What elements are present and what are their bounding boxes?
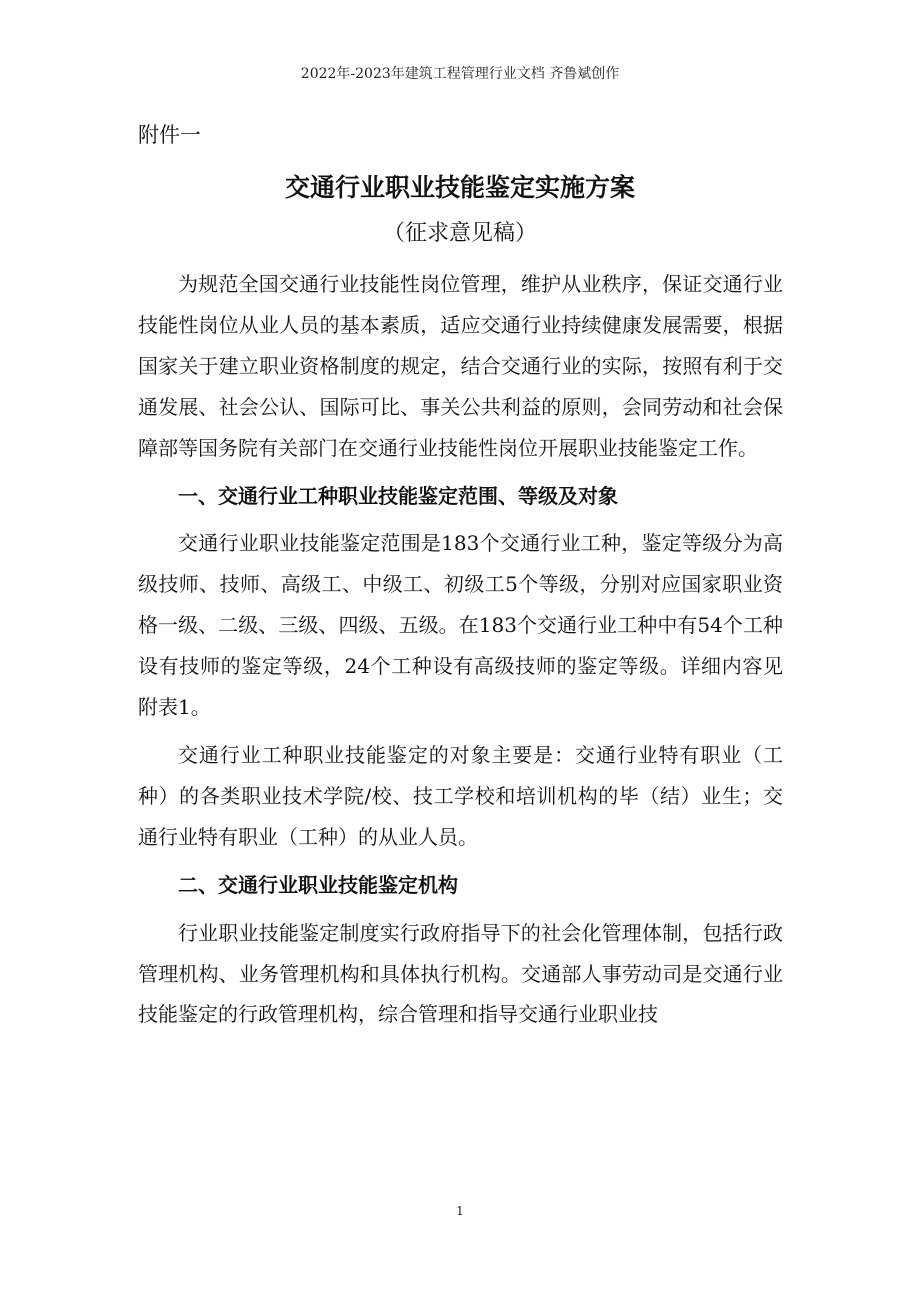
- section-2-paragraph-1: 行业职业技能鉴定制度实行政府指导下的社会化管理体制，包括行政管理机构、业务管理机构和具体执行机构。交通部人事劳动司是交通行业技能鉴定的行政管理机构，综合管理和指导交通行业职业技: [138, 920, 783, 1027]
- document-body: [138, 264, 783, 1035]
- page-header: 2022年-2023年建筑工程管理行业文档 齐鲁斌创作: [300, 66, 620, 82]
- section-1-heading: 一、交通行业工种职业技能鉴定范围、等级及对象: [178, 483, 618, 508]
- page-number: 1: [456, 1204, 464, 1218]
- attachment-label: 附件一: [138, 123, 201, 147]
- intro-paragraph: 为规范全国交通行业技能性岗位管理，维护从业秩序，保证交通行业技能性岗位从业人员的基本素质，适应交通行业持续健康发展需要，根据国家关于建立职业资格制度的规定，结合交通行业的实际，按照有利于交通发展、社会公认、国际可比、事关公共利益的原则，会同劳动和社会保障部等国务院有关部门在交通行业技能性岗位开展职业技能鉴定工作。: [138, 272, 783, 460]
- section-1-paragraph-1: 交通行业职业技能鉴定范围是183个交通行业工种，鉴定等级分为高级技师、技师、高级工、中级工、初级工5个等级，分别对应国家职业资格一级、二级、三级、四级、五级。在183个交通行业工种中有54个工种设有技师的鉴定等级，24个工种设有高级技师的鉴定等级。详细内容见附表1。: [138, 531, 783, 720]
- document-title: 交通行业职业技能鉴定实施方案: [284, 173, 635, 202]
- document-subtitle: （征求意见稿）: [382, 221, 537, 246]
- section-2-heading: 二、交通行业职业技能鉴定机构: [178, 872, 458, 897]
- section-1-paragraph-2: 交通行业工种职业技能鉴定的对象主要是：交通行业特有职业（工种）的各类职业技术学院/校、技工学校和培训机构的毕（结）业生；交通行业特有职业（工种）的从业人员。: [138, 742, 783, 849]
